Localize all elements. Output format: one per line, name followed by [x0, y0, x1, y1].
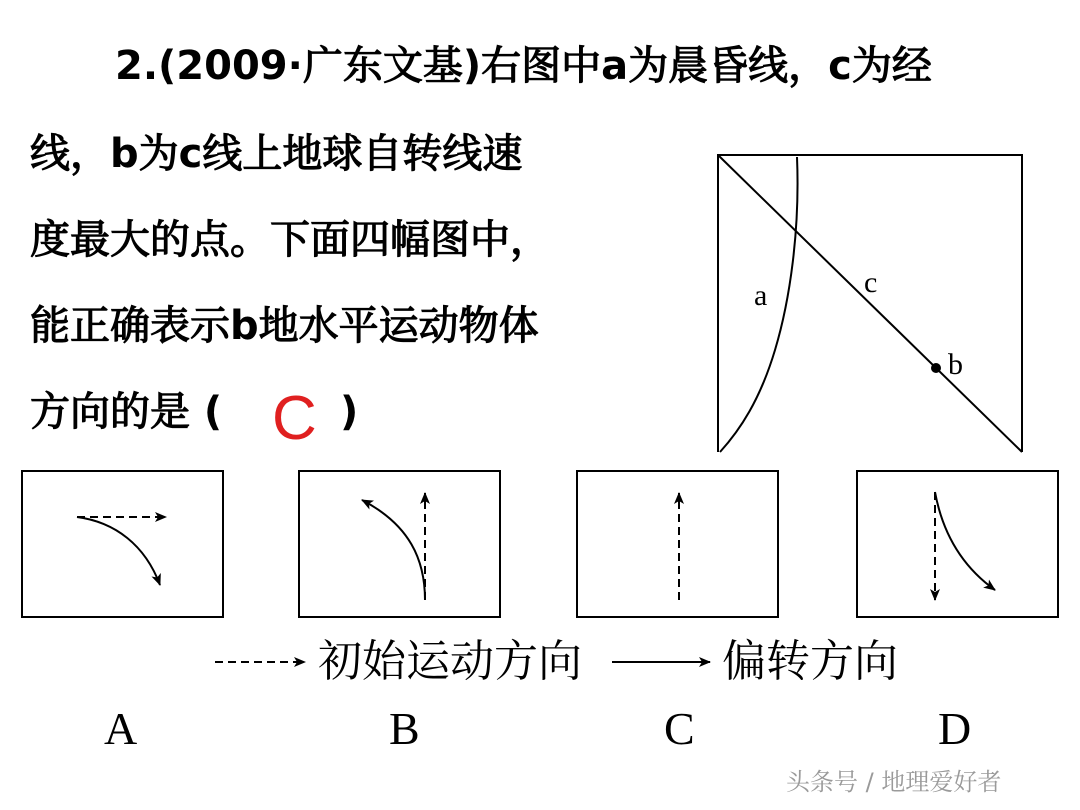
label-b: b	[948, 348, 963, 381]
question-line-2: 线，b为c线上地球自转线速	[30, 131, 523, 177]
label-a: a	[754, 279, 768, 312]
question-close-paren: )	[340, 389, 359, 435]
option-b-deflection-arrow	[362, 500, 425, 600]
option-label-b[interactable]: B	[389, 703, 420, 754]
option-b-box	[299, 471, 500, 617]
question-line-3: 度最大的点。下面四幅图中，	[30, 217, 550, 263]
option-label-d[interactable]: D	[938, 703, 972, 754]
question-line-4: 能正确表示b地水平运动物体	[30, 303, 539, 349]
question-line-1: 2.(2009·广东文基)右图中a为晨昏线，c为经	[115, 43, 932, 89]
question-line-5: 方向的是 (	[30, 389, 223, 435]
option-label-c[interactable]: C	[664, 703, 695, 754]
watermark: 头条号 / 地理爱好者	[786, 768, 1002, 796]
label-c: c	[864, 266, 878, 299]
legend-initial-label: 初始运动方向	[318, 636, 582, 687]
legend-deflection-label: 偏转方向	[722, 636, 898, 687]
option-a-deflection-arrow	[77, 517, 160, 585]
option-a-box	[22, 471, 223, 617]
option-d-deflection-arrow	[935, 492, 995, 590]
option-d-box	[857, 471, 1058, 617]
option-label-a[interactable]: A	[104, 703, 138, 754]
answer-letter: C	[272, 384, 317, 453]
option-c-box	[577, 471, 778, 617]
